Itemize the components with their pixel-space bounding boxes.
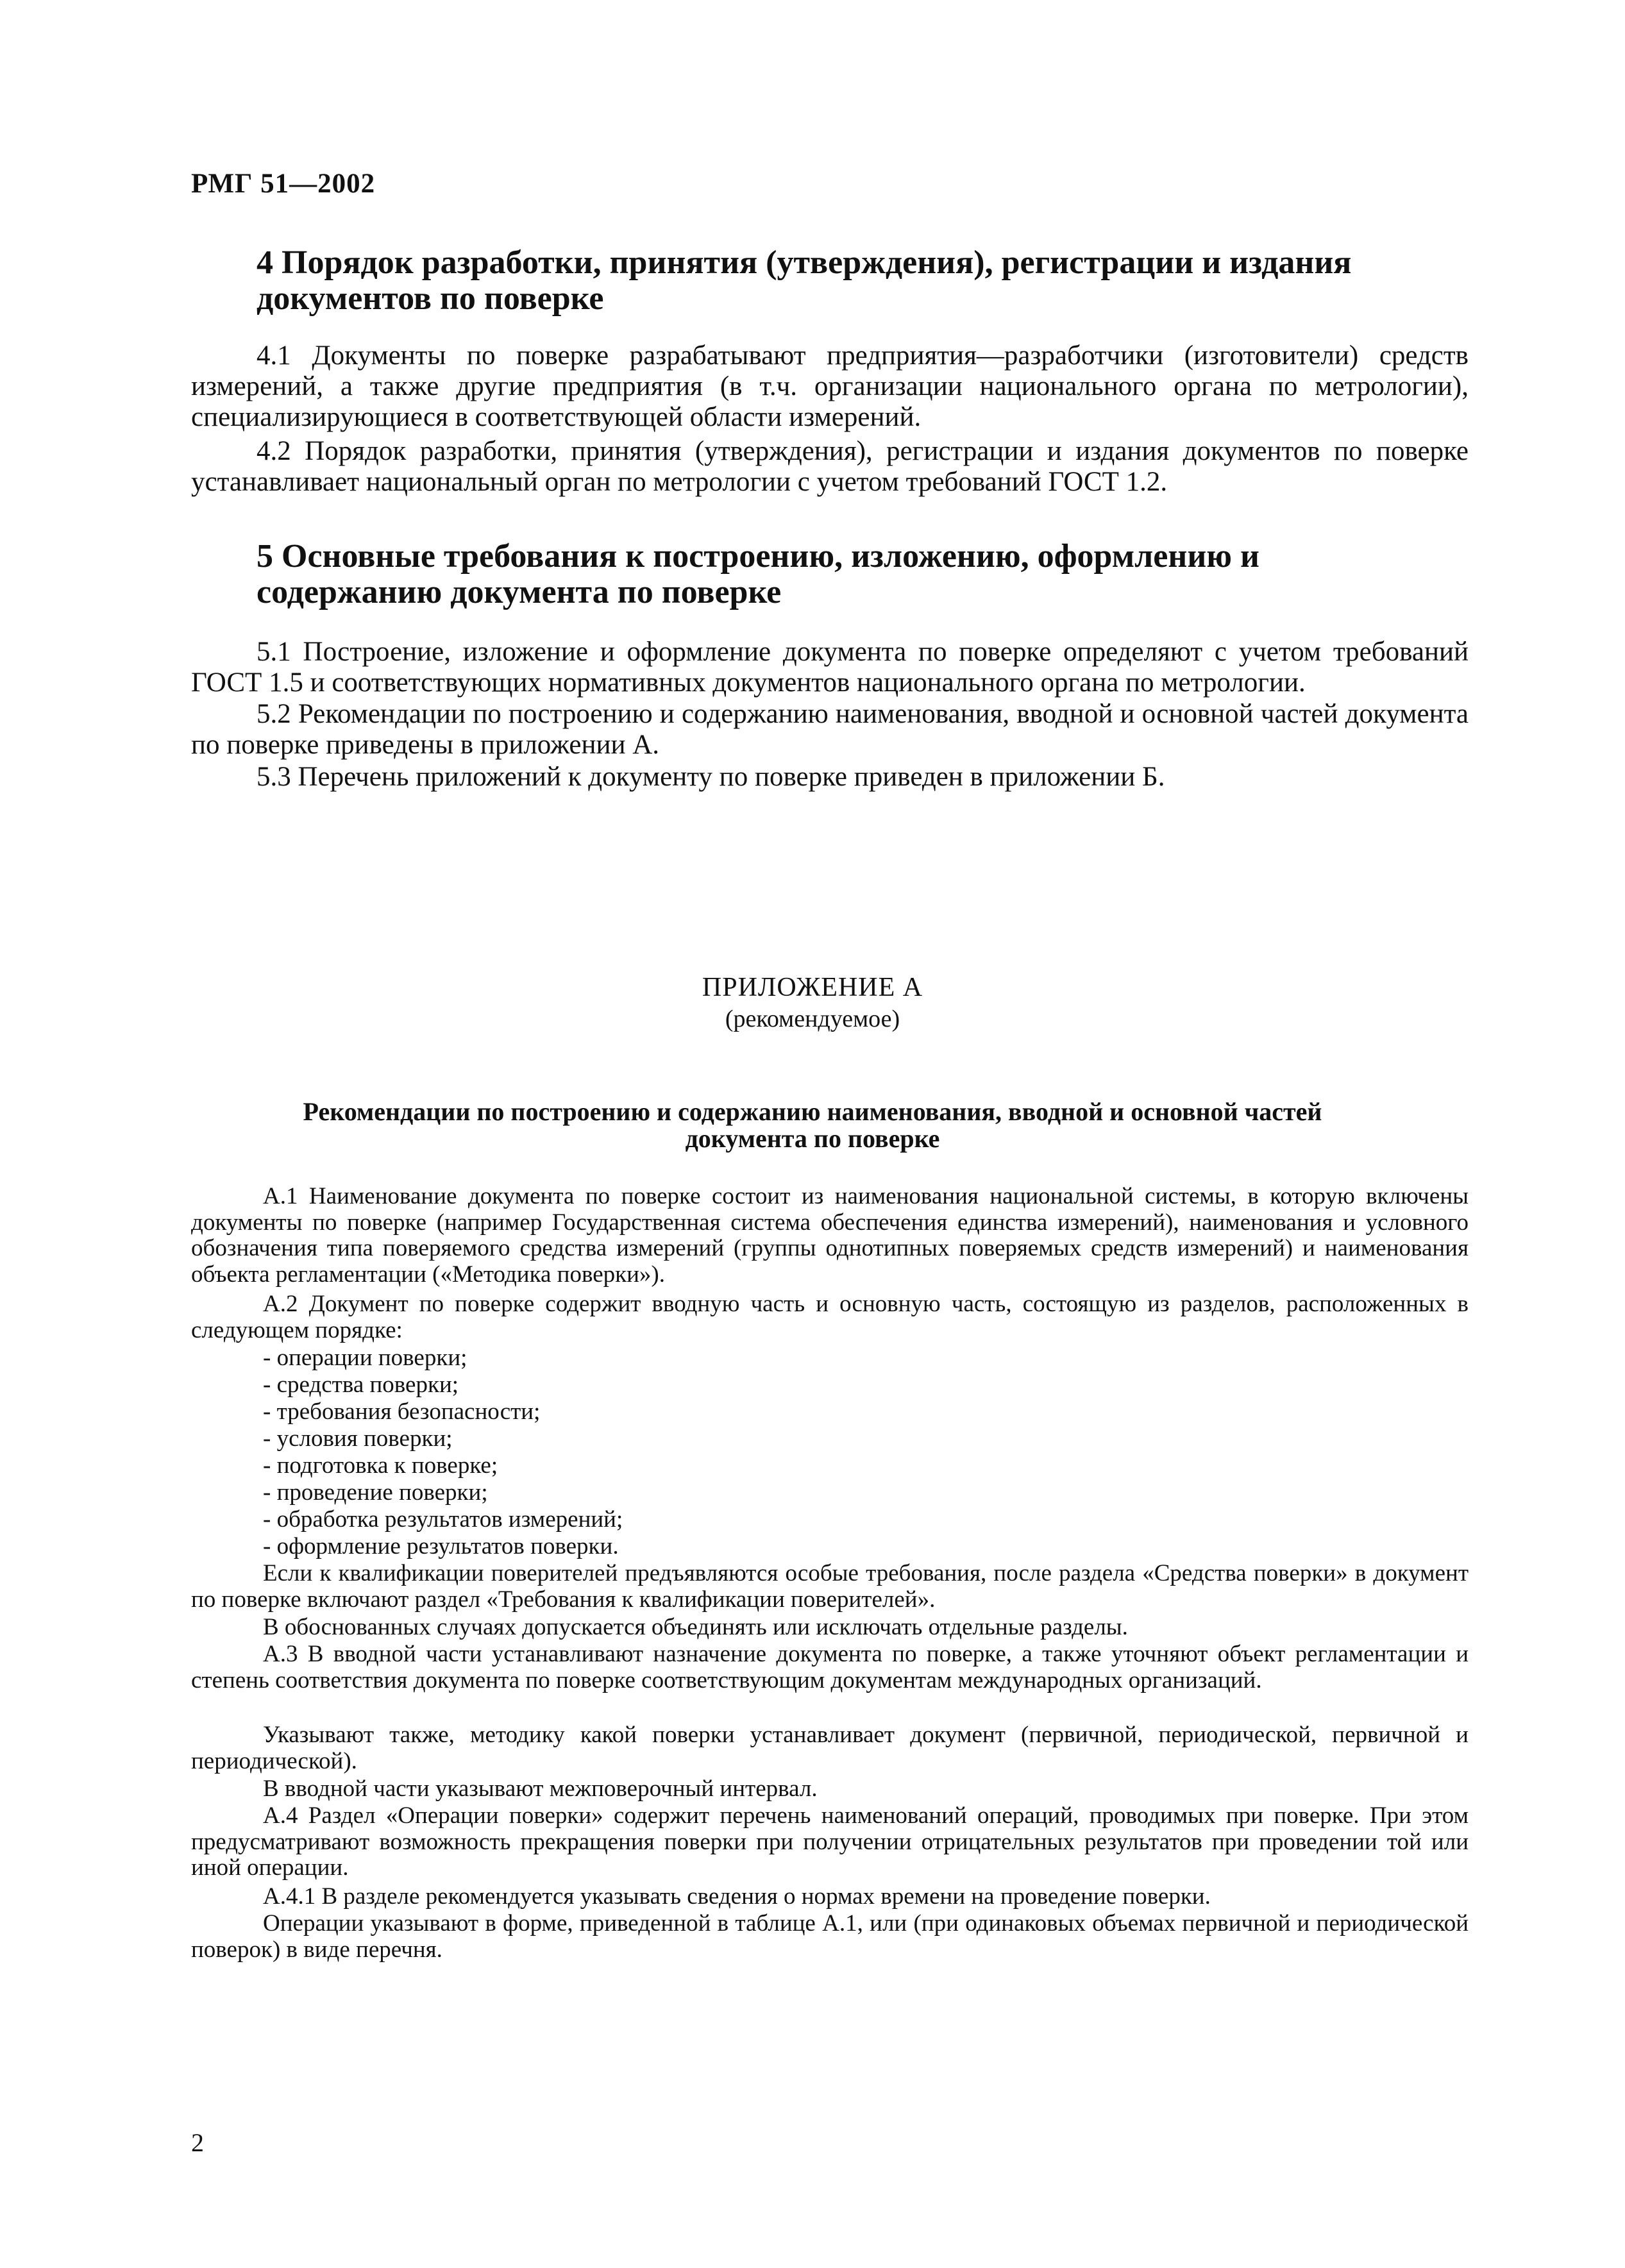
list-item: - оформление результатов поверки. (263, 1533, 619, 1559)
paragraph-4-2: 4.2 Порядок разработки, принятия (утверждения), регистрации и издания документов по поверке устанавливает национальный орган по метрологии с учетом требований ГОСТ 1.2. (191, 436, 1469, 497)
appendix-title: ПРИЛОЖЕНИЕ А (702, 973, 923, 1002)
paragraph-a-1: А.1 Наименование документа по поверке состоит из наименования национальной системы, в которую включены документы по поверке (например Государственная система обеспечения единства измерений), наименования и условного обозначения типа поверяемого средства измерений (группы однотипных поверяемых средств измерений) и наименования объекта регламентации («Методика поверки»). (191, 1183, 1469, 1288)
paragraph-a-4: А.4 Раздел «Операции поверки» содержит перечень наименований операций, проводимых при поверке. При этом предусматривают возможность прекращения поверки при получении отрицательных результатов при проведении той или иной операции. (191, 1802, 1469, 1881)
list-item: - требования безопасности; (263, 1399, 541, 1425)
page-number: 2 (191, 2128, 204, 2157)
document-code: РМГ 51—2002 (191, 169, 376, 199)
section-4-title (257, 245, 1475, 317)
paragraph-a-4-1: А.4.1 В разделе рекомендуется указывать сведения о нормах времени на проведение поверки. (263, 1883, 1211, 1910)
paragraph-a-2: А.2 Документ по поверке содержит вводную часть и основную часть, состоящую из разделов, расположенных в следующем порядке: (191, 1291, 1469, 1343)
paragraph-a-3: А.3 В вводной части устанавливают назначение документа по поверке, а также уточняют объект регламентации и степень соответствия документа по поверке соответствующим документам международных организаций. (191, 1641, 1469, 1693)
section-5-title (257, 539, 1475, 610)
list-item: - операции поверки; (263, 1345, 467, 1371)
paragraph-interval: В вводной части указывают межповерочный интервал. (263, 1776, 818, 1802)
paragraph-4-1: 4.1 Документы по поверке разрабатывают предприятия—разработчики (изготовители) средств измерений, а также другие предприятия (в т.ч. организации национального органа по метрологии), специализирующиеся в соответствующей области измерений. (191, 340, 1469, 432)
list-item: - условия поверки; (263, 1425, 453, 1452)
section-5-title-line1: 5 Основные требования к построению, изложению, оформлению и (257, 538, 1259, 575)
list-item: - средства поверки; (263, 1372, 459, 1398)
paragraph-method: Указывают также, методику какой поверки устанавливает документ (первичной, периодической, первичной и периодической). (191, 1722, 1469, 1774)
paragraph-5-1: 5.1 Построение, изложение и оформление документа по поверке определяют с учетом требований ГОСТ 1.5 и соответствующих нормативных документов национального органа по метрологии. (191, 637, 1469, 698)
list-item: - подготовка к поверке; (263, 1452, 498, 1479)
appendix-heading-line1: Рекомендации по построению и содержанию наименования, вводной и основной частей (303, 1097, 1322, 1126)
appendix-heading (0, 1098, 1625, 1152)
section-4-title-line2: документов по поверке (257, 280, 604, 317)
paragraph-5-3: 5.3 Перечень приложений к документу по поверке приведен в приложении Б. (257, 762, 1165, 792)
appendix-subtitle: (рекомендуемое) (725, 1005, 900, 1032)
paragraph-5-2: 5.2 Рекомендации по построению и содержанию наименования, вводной и основной частей документа по поверке приведены в приложении А. (191, 699, 1469, 760)
list-item: - проведение поверки; (263, 1479, 488, 1506)
list-item: - обработка результатов измерений; (263, 1506, 623, 1533)
paragraph-qualification: Если к квалификации поверителей предъявляются особые требования, после раздела «Средства поверки» в документ по поверке включают раздел «Требования к квалификации поверителей». (191, 1560, 1469, 1613)
paragraph-merge-sections: В обоснованных случаях допускается объединять или исключать отдельные разделы. (263, 1614, 1128, 1640)
paragraph-operations: Операции указывают в форме, приведенной в таблице А.1, или (при одинаковых объемах первичной и периодической поверок) в виде перечня. (191, 1910, 1469, 1963)
section-4-title-line1: 4 Порядок разработки, принятия (утверждения), регистрации и издания (257, 244, 1352, 281)
section-5-title-line2: содержанию документа по поверке (257, 574, 782, 610)
appendix-heading-line2: документа по поверке (685, 1124, 940, 1153)
